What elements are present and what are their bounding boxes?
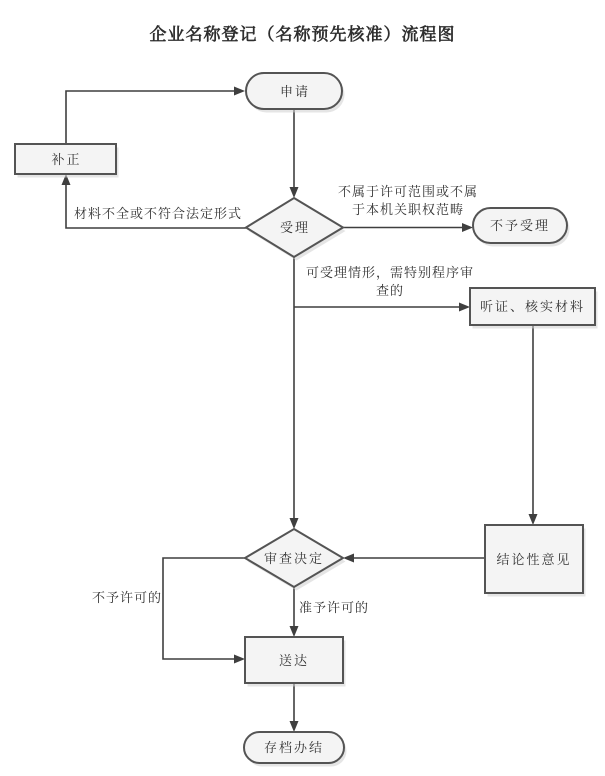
label-not-permitted: 不予许可的 — [91, 590, 163, 605]
arrowhead-into-review-top — [290, 518, 299, 529]
conclusion-label: 结论性意见 — [496, 552, 572, 567]
node-hearing — [470, 288, 598, 329]
review-label: 审查决定 — [263, 551, 325, 566]
edge-correction-to-apply — [66, 91, 234, 144]
label-permitted: 准予许可的 — [298, 600, 370, 615]
node-accept — [246, 198, 346, 261]
arrowhead-into-not-accept — [462, 223, 473, 232]
node-not-accept — [473, 208, 570, 247]
node-archive — [244, 732, 347, 767]
label-not-in-scope-line1: 不属于许可范围或不属 — [337, 184, 479, 199]
archive-label: 存档办结 — [263, 740, 325, 755]
arrowhead-into-deliver-top — [290, 626, 299, 637]
arrowhead-into-accept-top — [290, 187, 299, 198]
correction-label: 补正 — [51, 152, 82, 167]
node-apply — [246, 73, 345, 113]
arrowhead-into-hearing — [459, 303, 470, 312]
hearing-label: 听证、核实材料 — [479, 299, 586, 314]
arrowhead-into-conclusion — [529, 514, 538, 525]
not-accept-label: 不予受理 — [489, 218, 551, 233]
node-deliver — [245, 637, 346, 687]
node-conclusion — [485, 525, 586, 597]
accept-label: 受理 — [279, 220, 311, 235]
page-title: 企业名称登记（名称预先核准）流程图 — [149, 25, 456, 44]
arrowhead-into-deliver-left — [234, 655, 245, 664]
deliver-label: 送达 — [278, 653, 310, 668]
arrowhead-into-archive — [290, 721, 299, 732]
node-review — [245, 529, 346, 591]
label-materials-incomplete: 材料不全或不符合法定形式 — [73, 206, 243, 221]
label-special-procedure-line1: 可受理情形，需特别程序审 — [305, 265, 475, 280]
edge-review-to-deliver-left — [163, 558, 245, 659]
apply-label: 申请 — [279, 84, 311, 99]
node-correction — [15, 144, 119, 178]
label-special-procedure-line2: 查的 — [375, 283, 405, 298]
label-not-in-scope-line2: 于本机关职权范畴 — [351, 202, 465, 217]
arrowhead-into-apply — [234, 87, 245, 96]
